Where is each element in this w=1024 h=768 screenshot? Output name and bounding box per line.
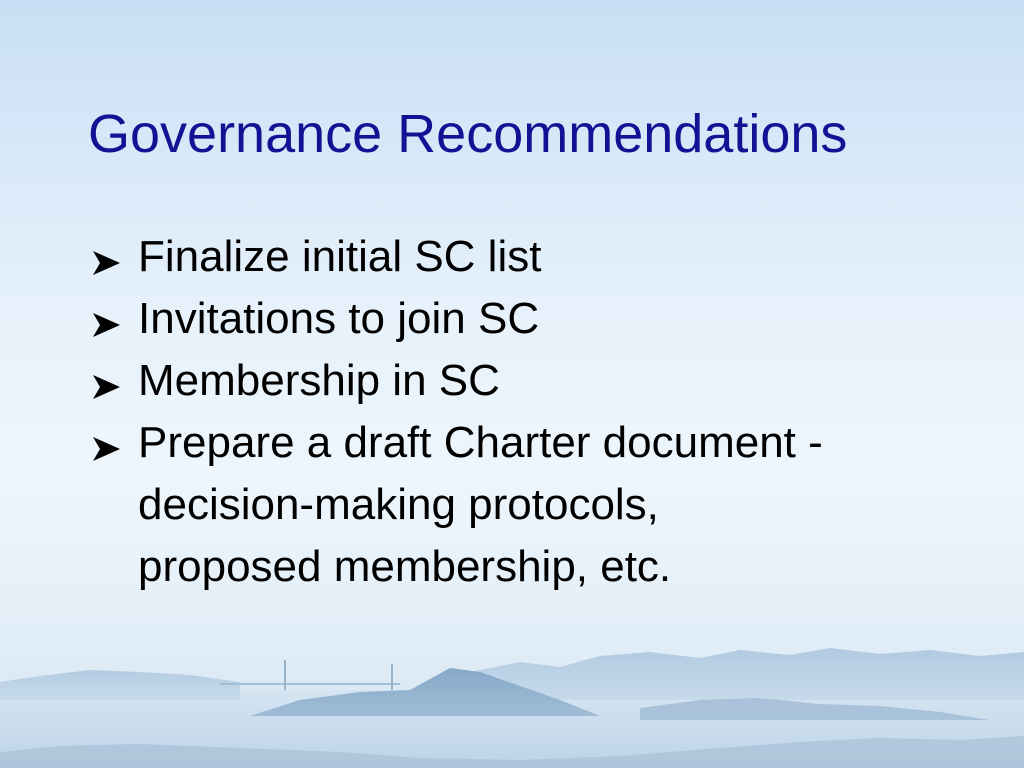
bullet-item	[88, 350, 968, 412]
bullet-line: decision-making protocols,	[138, 480, 659, 529]
arrowhead-bullet-icon	[91, 312, 121, 338]
far-hills-left	[0, 670, 240, 700]
bullet-line: Invitations to join SC	[138, 294, 540, 343]
bullet-text	[138, 350, 968, 412]
bullet-text	[138, 226, 968, 288]
bullet-line: Finalize initial SC list	[138, 232, 542, 281]
bullet-item	[88, 226, 968, 288]
bullet-line: Prepare a draft Charter document -	[138, 418, 823, 467]
slide-title: Governance Recommendations	[88, 104, 848, 164]
arrowhead-bullet-icon	[91, 374, 121, 400]
arrowhead-bullet-icon	[91, 250, 121, 276]
bullet-text	[138, 288, 968, 350]
bullet-list	[88, 226, 968, 598]
bullet-text	[138, 412, 968, 598]
bullet-line: proposed membership, etc.	[138, 542, 672, 591]
bullet-item	[88, 288, 968, 350]
arrowhead-bullet-icon	[91, 436, 121, 462]
bullet-item	[88, 412, 968, 598]
bullet-line: Membership in SC	[138, 356, 500, 405]
